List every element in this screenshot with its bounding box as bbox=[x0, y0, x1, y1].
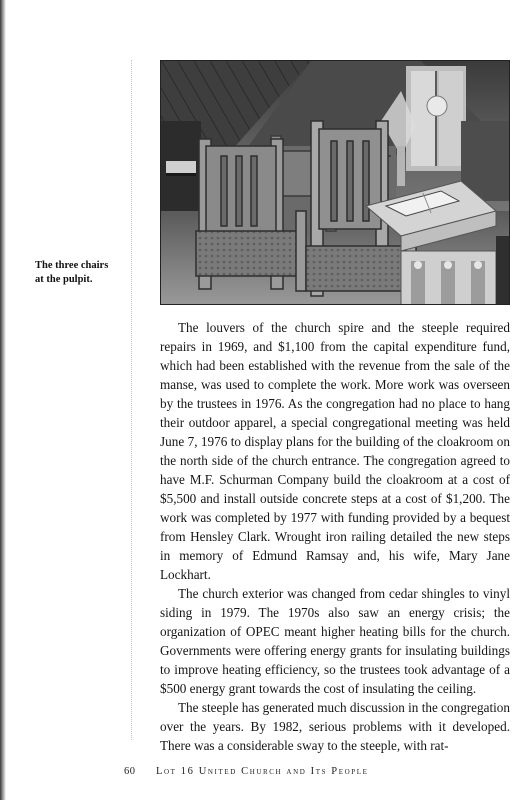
paragraph: The louvers of the church spire and the steeple required repairs in 1969, and $1,100 from the capital expenditure fund, which had been established with the revenue from the sale of the manse, was used to complete the work. More work was overseen by the trustees in 1976. As the congregation had no place to hang their outdoor apparel, a special congregational meeting was held June 7, 1976 to display plans for the building of the cloakroom on the north side of the church entrance. The congregation agreed to have M.F. Schurman Company build the cloakroom at a cost of $5,500 and install outside concrete steps at a cost of $1,200. The work was completed by 1977 with funding provided by a bequest from Hensley Clark. Wrought iron railing detailed the new steps in memory of Edmund Ramsay and, his wife, Mary Jane Lockhart. bbox=[160, 320, 510, 582]
gutter-divider bbox=[131, 60, 132, 740]
caption-line-1: The three chairs bbox=[35, 260, 109, 271]
photo-caption bbox=[35, 259, 135, 287]
paragraph: The church exterior was changed from cedar shingles to vinyl siding in 1979. The 1970s also saw an energy crisis; the organization of OPEC meant higher heating bills for the church. Governments were offering energy grants for insulating buildings to improve heating efficiency, so the trustees took advantage of a $500 energy grant towards the cost of insulating the ceiling. bbox=[160, 586, 510, 696]
paragraph: The steeple has generated much discussion in the congregation over the years. By 1982, serious problems with it developed. There was a considerable sway to the steeple, with rat- bbox=[160, 700, 510, 753]
page-number: 60 bbox=[124, 766, 136, 777]
running-title: Lot 16 United Church and Its People bbox=[156, 766, 369, 777]
body-text bbox=[160, 318, 510, 755]
page-footer bbox=[0, 766, 523, 780]
scan-edge bbox=[0, 0, 6, 800]
church-chairs-photo bbox=[160, 60, 510, 305]
caption-line-2: at the pulpit. bbox=[35, 274, 93, 285]
